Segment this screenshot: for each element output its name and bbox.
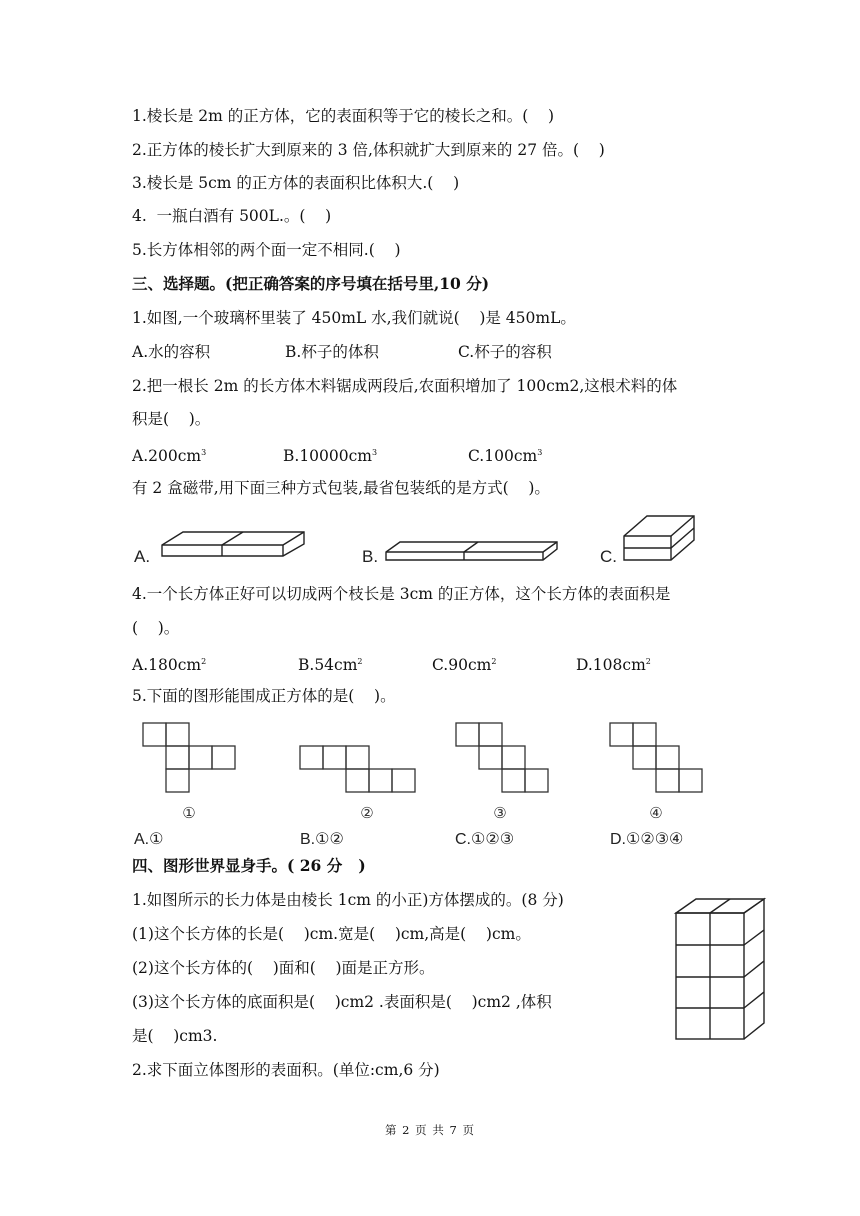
package-option-b (362, 542, 557, 566)
judge-item-4: 4. 一瓶白酒有 500L.。( ) (132, 207, 332, 225)
superscript: 2 (357, 657, 363, 666)
net-label-1: ① (182, 804, 196, 822)
choice-q1-option-a: A.水的容积 (132, 343, 211, 361)
q5-option-d: D.①②③④ (610, 831, 684, 848)
superscript: 2 (491, 657, 497, 666)
superscript: 3 (372, 448, 378, 457)
package-option-c (600, 516, 694, 566)
cube-nets (0, 718, 860, 858)
choice-q4-option-a: $A.180cm^2$ (132, 656, 207, 674)
packaging-figures (0, 510, 860, 570)
choice-q3-text: 有 2 盒磁带,用下面三种方式包装,最省包装纸的是方式( )。 (132, 479, 550, 497)
superscript: 2 (201, 657, 207, 666)
figure-q1-text: 1.如图所示的长力体是由棱长 1cm 的小正)方体摆成的。(8 分) (132, 891, 564, 909)
cube-net-1 (143, 723, 235, 792)
choice-q4-text-line1: 4.一个长方体正好可以切成两个枝长是 3cm 的正方体，这个长方体的表面积是 (132, 585, 671, 603)
q5-option-a: A.① (134, 831, 164, 848)
choice-q4-option-c: $C.90cm^2$ (432, 656, 497, 674)
cuboid-stack-figure (672, 897, 772, 1047)
q5-option-b: B.①② (300, 831, 344, 848)
page-footer: 第 2 页 共 7 页 (385, 1123, 475, 1137)
choice-q2-text-line2: 积是( )。 (132, 410, 211, 428)
superscript: 3 (537, 448, 543, 457)
net-label-3: ③ (493, 804, 507, 822)
choice-q2-text-line1: 2.把一根长 2m 的长方体木料锯成两段后,农面积增加了 100cm2,这根术料的体 (132, 377, 678, 395)
figure-label-c: C. (600, 547, 617, 566)
superscript: 3 (201, 448, 207, 457)
judge-item-2: 2.正方体的棱长扩大到原来的 3 倍,体积就扩大到原来的 27 倍。( ) (132, 141, 605, 159)
figure-q1-sub2: (2)这个长方体的( )面和( )面是正方形。 (132, 959, 435, 977)
choice-q4-option-d: $D.108cm^2$ (576, 656, 651, 674)
cube-net-2 (300, 746, 415, 792)
choice-q2-option-a: $A.200cm^3$ (132, 447, 207, 465)
figure-q1-sub3-line1: (3)这个长方体的底面积是( )cm2 .表面积是( )cm2 ,体积 (132, 993, 552, 1011)
cube-net-3 (456, 723, 548, 792)
choice-q4-text-line2: ( )。 (132, 619, 180, 637)
choice-q4-option-b: $B.54cm^2$ (298, 656, 363, 674)
choice-q2-option-c: $C.100cm^3$ (468, 447, 543, 465)
cube-net-4 (610, 723, 702, 792)
choice-q5-text: 5.下面的图形能围成正方体的是( )。 (132, 687, 396, 705)
superscript: 2 (645, 657, 651, 666)
judge-item-3: 3.棱长是 5cm 的正方体的表面积比体积大.( ) (132, 174, 460, 192)
choice-q2-option-b: $B.10000cm^3$ (283, 447, 378, 465)
choice-q1-option-b: B.杯子的体积 (285, 343, 379, 361)
choice-q1-option-c: C.杯子的容积 (458, 343, 552, 361)
judge-item-5: 5.长方体相邻的两个面一定不相同.( ) (132, 241, 401, 259)
figure-q1-sub3-line2: 是( )cm3. (132, 1027, 218, 1045)
figure-section-heading: 四、图形世界显身手。( 26 分 ) (132, 856, 366, 875)
figure-label-a: A. (134, 547, 151, 566)
net-label-2: ② (360, 804, 374, 822)
figure-q2-text: 2.求下面立体图形的表面积。(单位:cm,6 分) (132, 1061, 440, 1079)
net-label-4: ④ (649, 804, 663, 822)
choice-q1-text: 1.如图,一个玻璃杯里装了 450mL 水,我们就说( )是 450mL。 (132, 309, 576, 327)
choice-section-heading: 三、选择题。(把正确答案的序号填在括号里,10 分) (132, 274, 490, 293)
package-option-a (134, 532, 304, 566)
q5-option-c: C.①②③ (455, 831, 515, 848)
figure-label-b: B. (362, 547, 379, 566)
judge-item-1: 1.棱长是 2m 的正方体，它的表面积等于它的棱长之和。( ) (132, 107, 555, 125)
figure-q1-sub1: (1)这个长方体的长是( )cm.宽是( )cm,高是( )cm。 (132, 925, 531, 943)
